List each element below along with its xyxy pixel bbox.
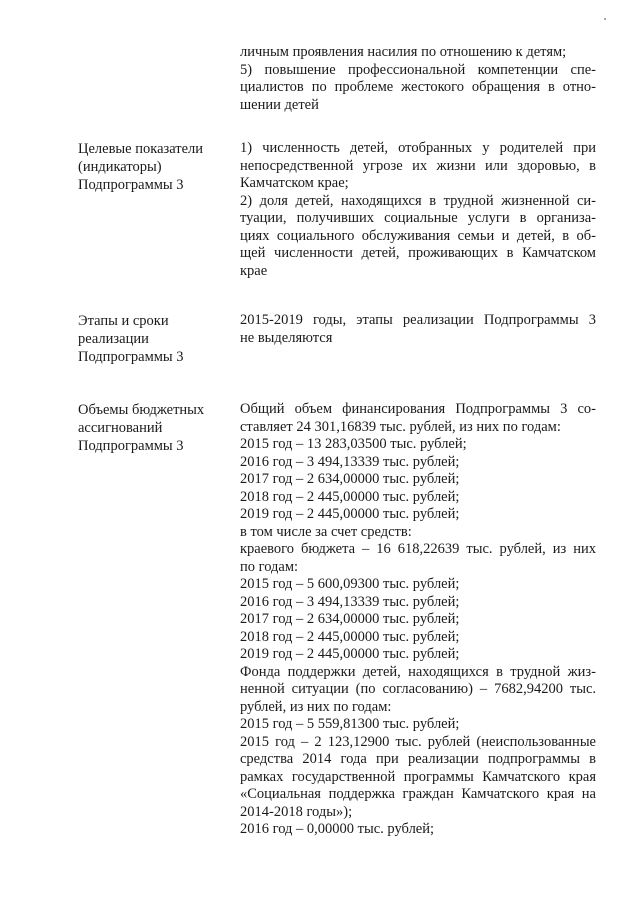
section-label-budget: Объемы бюджетных ассигнований Подпрограммы 3	[78, 402, 205, 454]
continuation-line: 5) повышение профессиональной компетенции спе-	[240, 61, 596, 78]
section-content-stages: 2015-2019 годы, этапы реализации Подпрограммы 3 не выделяются	[240, 312, 596, 346]
section-content-budget: Общий объем финансирования Подпрограммы 3 со- ставляет 24 301,16839 тыс. рублей, из них по годам: 2015 год – 13 283,03500 тыс. рублей; 2016 год – 3 494,13339 тыс. рублей; 2017 год – 2 634,00000 тыс. рублей; 2018 год – 2 445,00000 тыс. рублей; 2019 год – 2 445,00000 тыс. рублей; в том числе за счет средств: краевого бюджета – 16 618,22639 тыс. рублей, из них по годам: 2015 год – 5 600,09300 тыс. рублей; 2016 год – 3 494,13339 тыс. рублей; 2017 год – 2 634,00000 тыс. рублей; 2018 год – 2 445,00000 тыс. рублей; 2019 год – 2 445,00000 тыс. рублей; Фонда поддержки детей, находящихся в трудной жиз- ненной ситуации (по согласованию) – 7682,94200 тыс. рублей, из них по годам: 2015 год – 5 559,81300 тыс. рублей; 2015 год – 2 123,12900 тыс. рублей (неиспользованные средства 2014 года при реализации подпрограммы в рамках государственной программы Камчатского края «Социальная поддержка граждан Камчатского края на 2014-2018 годы»); 2016 год – 0,00000 тыс. рублей;	[240, 401, 596, 837]
continuation-line: циалистов по проблеме жестокого обращения в отно-	[240, 79, 596, 95]
section-content-indicators: 1) численность детей, отобранных у родителей при непосредственной угрозе их жизни или здоровью, в Камчатском крае; 2) доля детей, находящихся в трудной жизненной си- туации, получивших социальные услуги в организа- циях социального обслуживания семьи и детей, в об- щей численности детей, проживающих в Камчатском крае	[240, 140, 596, 279]
continuation-text	[240, 44, 596, 114]
continuation-line: шении детей	[240, 96, 319, 113]
scan-speck	[604, 18, 606, 20]
section-label-indicators: Целевые показатели (индикаторы) Подпрограммы 3	[78, 141, 204, 193]
section-label-stages: Этапы и сроки реализации Подпрограммы 3	[78, 313, 184, 365]
continuation-line: личным проявления насилия по отношению к детям;	[240, 44, 567, 60]
